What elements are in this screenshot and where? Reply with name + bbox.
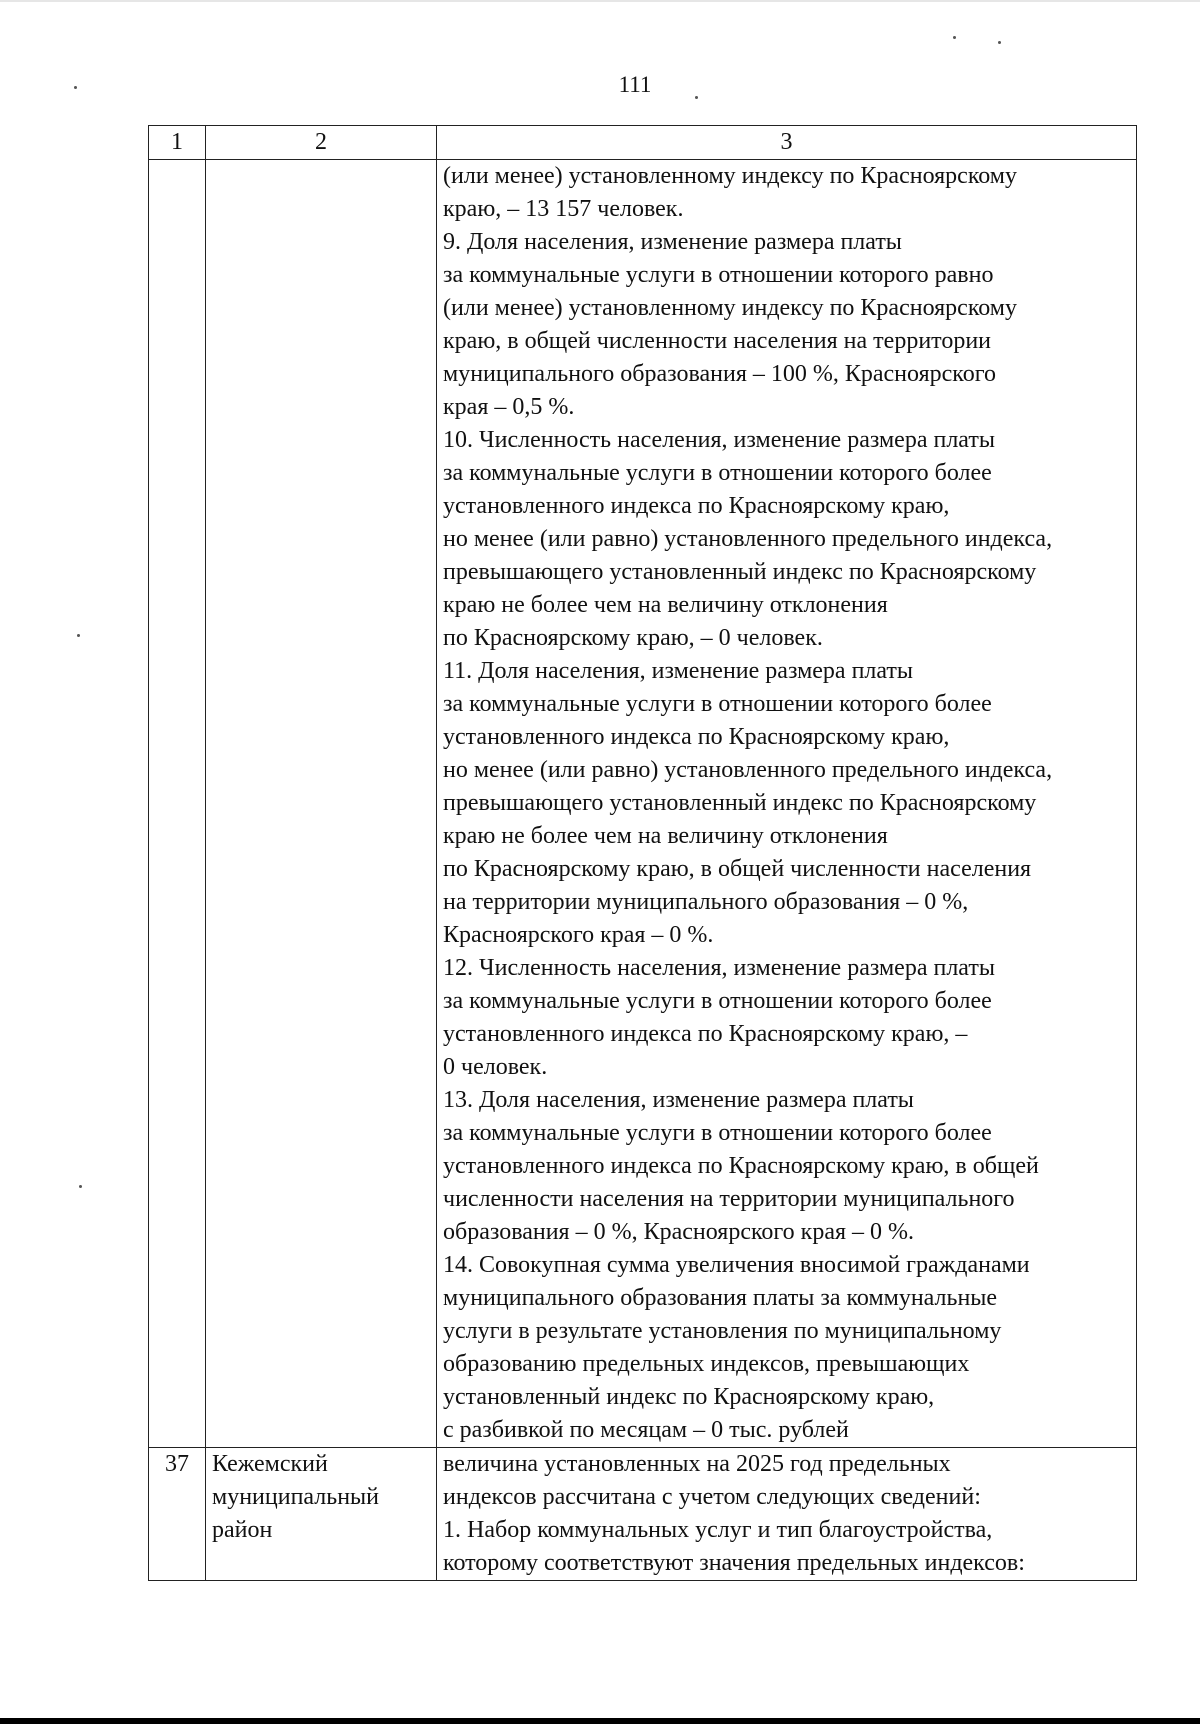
scan-bottom-edge xyxy=(0,1718,1200,1724)
text-line: но менее (или равно) установленного предельного индекса, xyxy=(443,526,1053,552)
text-line: образованию предельных индексов, превышающих xyxy=(443,1351,970,1377)
district-name-line: муниципальный xyxy=(212,1484,380,1510)
indices-table xyxy=(148,125,1137,1581)
row-text-cell xyxy=(437,1448,1137,1581)
text-line: за коммунальные услуги в отношении которого более xyxy=(443,988,992,1014)
text-line: 14. Совокупная сумма увеличения вносимой гражданами xyxy=(443,1252,1030,1278)
header-col-1: 1 xyxy=(149,126,206,160)
text-line: превышающего установленный индекс по Красноярскому xyxy=(443,790,1037,816)
text-line: с разбивкой по месяцам – 0 тыс. рублей xyxy=(443,1417,849,1443)
text-line: краю, в общей численности населения на территории xyxy=(443,328,992,354)
text-line: услуги в результате установления по муниципальному xyxy=(443,1318,1002,1344)
text-line: краю, – 13 157 человек. xyxy=(443,196,684,222)
text-line: 11. Доля населения, изменение размера платы xyxy=(443,658,914,684)
text-line: 1. Набор коммунальных услуг и тип благоустройства, xyxy=(443,1517,993,1543)
text-line: на территории муниципального образования – 0 %, xyxy=(443,889,969,915)
table-header-row xyxy=(149,126,1137,160)
table-row xyxy=(149,1448,1137,1581)
text-line: установленного индекса по Красноярскому краю, xyxy=(443,724,950,750)
text-line: за коммунальные услуги в отношении которого более xyxy=(443,1120,992,1146)
district-name-cell xyxy=(206,1448,437,1581)
text-line: за коммунальные услуги в отношении которого равно xyxy=(443,262,994,288)
page-number: 111 xyxy=(618,72,652,97)
scan-speck xyxy=(79,1185,82,1188)
row-number: 37 xyxy=(165,1451,189,1477)
text-line: по Красноярскому краю, в общей численности населения xyxy=(443,856,1032,882)
text-line: Красноярского края – 0 %. xyxy=(443,922,714,948)
text-line: муниципального образования платы за коммунальные xyxy=(443,1285,998,1311)
continued-row-text-cell xyxy=(437,160,1137,1448)
header-col-3: 3 xyxy=(437,126,1137,160)
text-line: 12. Численность населения, изменение размера платы xyxy=(443,955,995,981)
text-line: установленного индекса по Красноярскому краю, xyxy=(443,493,950,519)
scan-speck xyxy=(74,86,77,89)
text-line: (или менее) установленному индексу по Красноярскому xyxy=(443,295,1017,321)
text-line: которому соответствуют значения предельных индексов: xyxy=(443,1550,1025,1576)
text-line: но менее (или равно) установленного предельного индекса, xyxy=(443,757,1053,783)
table-row-continued xyxy=(149,160,1137,1448)
row-number-cell xyxy=(149,1448,206,1581)
scan-speck xyxy=(77,634,80,637)
text-line: по Красноярскому краю, – 0 человек. xyxy=(443,625,823,651)
text-line: величина установленных на 2025 год предельных xyxy=(443,1451,951,1477)
text-line: за коммунальные услуги в отношении которого более xyxy=(443,460,992,486)
scan-speck xyxy=(695,96,698,99)
scan-speck xyxy=(998,41,1001,44)
text-line: 9. Доля населения, изменение размера платы xyxy=(443,229,902,255)
text-line: краю не более чем на величину отклонения xyxy=(443,823,888,849)
text-line: установленного индекса по Красноярскому краю, – xyxy=(443,1021,968,1047)
continued-row-number-cell xyxy=(149,160,206,1448)
text-line: образования – 0 %, Красноярского края – 0 %. xyxy=(443,1219,915,1245)
district-name-line: Кежемский xyxy=(212,1451,328,1477)
header-col-2: 2 xyxy=(206,126,437,160)
district-name-line: район xyxy=(212,1517,273,1543)
text-line: 13. Доля населения, изменение размера платы xyxy=(443,1087,914,1113)
text-line: установленный индекс по Красноярскому краю, xyxy=(443,1384,935,1410)
text-line: муниципального образования – 100 %, Красноярского xyxy=(443,361,996,387)
text-line: превышающего установленный индекс по Красноярскому xyxy=(443,559,1037,585)
text-line: 10. Численность населения, изменение размера платы xyxy=(443,427,995,453)
text-line: индексов рассчитана с учетом следующих сведений: xyxy=(443,1484,981,1510)
text-line: края – 0,5 %. xyxy=(443,394,575,420)
scan-top-edge xyxy=(0,0,1200,2)
text-line: (или менее) установленному индексу по Красноярскому xyxy=(443,163,1017,189)
text-line: 0 человек. xyxy=(443,1054,548,1080)
scan-speck xyxy=(953,36,956,39)
continued-row-district-cell xyxy=(206,160,437,1448)
text-line: численности населения на территории муниципального xyxy=(443,1186,1015,1212)
text-line: за коммунальные услуги в отношении которого более xyxy=(443,691,992,717)
text-line: краю не более чем на величину отклонения xyxy=(443,592,888,618)
text-line: установленного индекса по Красноярскому краю, в общей xyxy=(443,1153,1039,1179)
